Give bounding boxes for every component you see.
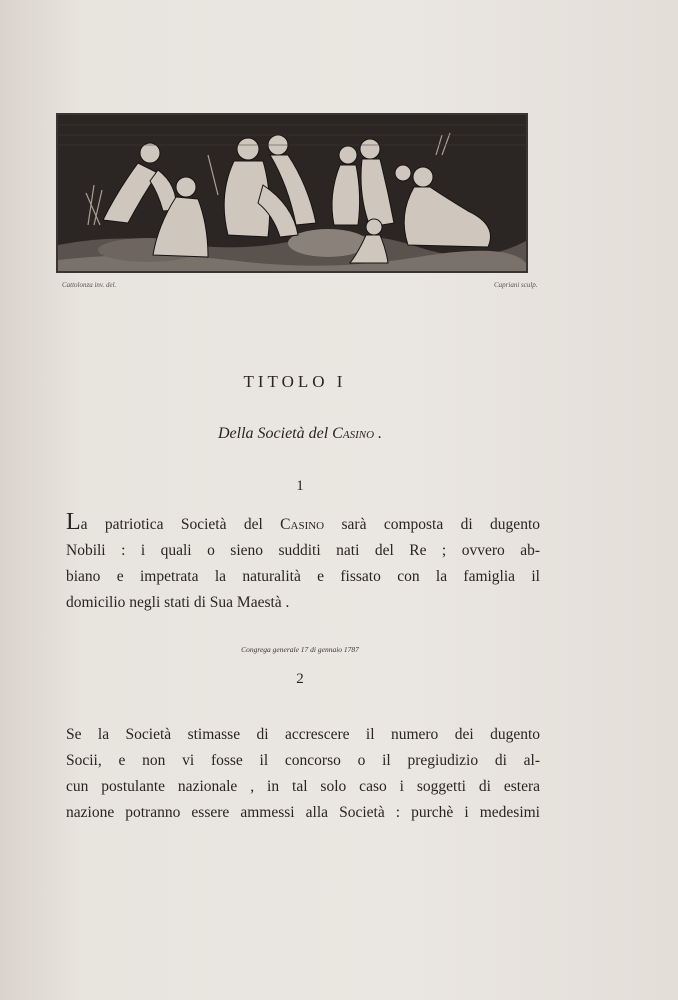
article-1-line-1-b: sarà composta di dugento <box>324 516 540 533</box>
engraving-credit-left: Cattolonza inv. del. <box>62 281 117 289</box>
article-2-line-4: nazione potranno essere ammessi alla Società : purchè i medesimi <box>66 804 540 821</box>
article-number-1: 1 <box>296 478 304 494</box>
classical-gods-engraving-icon <box>58 115 526 271</box>
chapter-title: TITOLO I <box>243 372 347 391</box>
dropcap: L <box>66 509 81 535</box>
article-number-2: 2 <box>296 671 304 687</box>
engraving-vignette <box>56 113 528 273</box>
article-1-line-3: biano e impetrata la naturalità e fissato con la famiglia il <box>66 568 540 585</box>
subtitle-suffix: . <box>374 425 383 442</box>
article-1-line-4: domicilio negli stati di Sua Maestà . <box>66 594 290 611</box>
article-2-paragraph <box>66 722 540 826</box>
article-1-line-1-a: a patriotica Società del <box>80 516 281 533</box>
article-2-line-2: Socii, e non vi fosse il concorso o il pregiudizio di al- <box>66 752 540 769</box>
engraving-credit-right: Capriani sculp. <box>494 281 538 289</box>
article-2-line-1: Se la Società stimasse di accrescere il numero dei dugento <box>66 726 540 743</box>
chapter-subtitle <box>0 425 600 443</box>
article-2-line-3: cun postulante nazionale , in tal solo caso i soggetti di estera <box>66 778 540 795</box>
article-1-line-1 <box>66 509 540 538</box>
article-1-casino: Casino <box>280 516 325 533</box>
article-1-line-2: Nobili : i quali o sieno sudditi nati del Re ; ovvero ab- <box>66 542 540 559</box>
article-1-note: Congrega generale 17 di gennaio 1787 <box>241 645 359 654</box>
subtitle-prefix: Della Società del <box>217 425 333 442</box>
article-1-paragraph <box>66 509 540 616</box>
subtitle-casino: Casino <box>332 425 375 442</box>
